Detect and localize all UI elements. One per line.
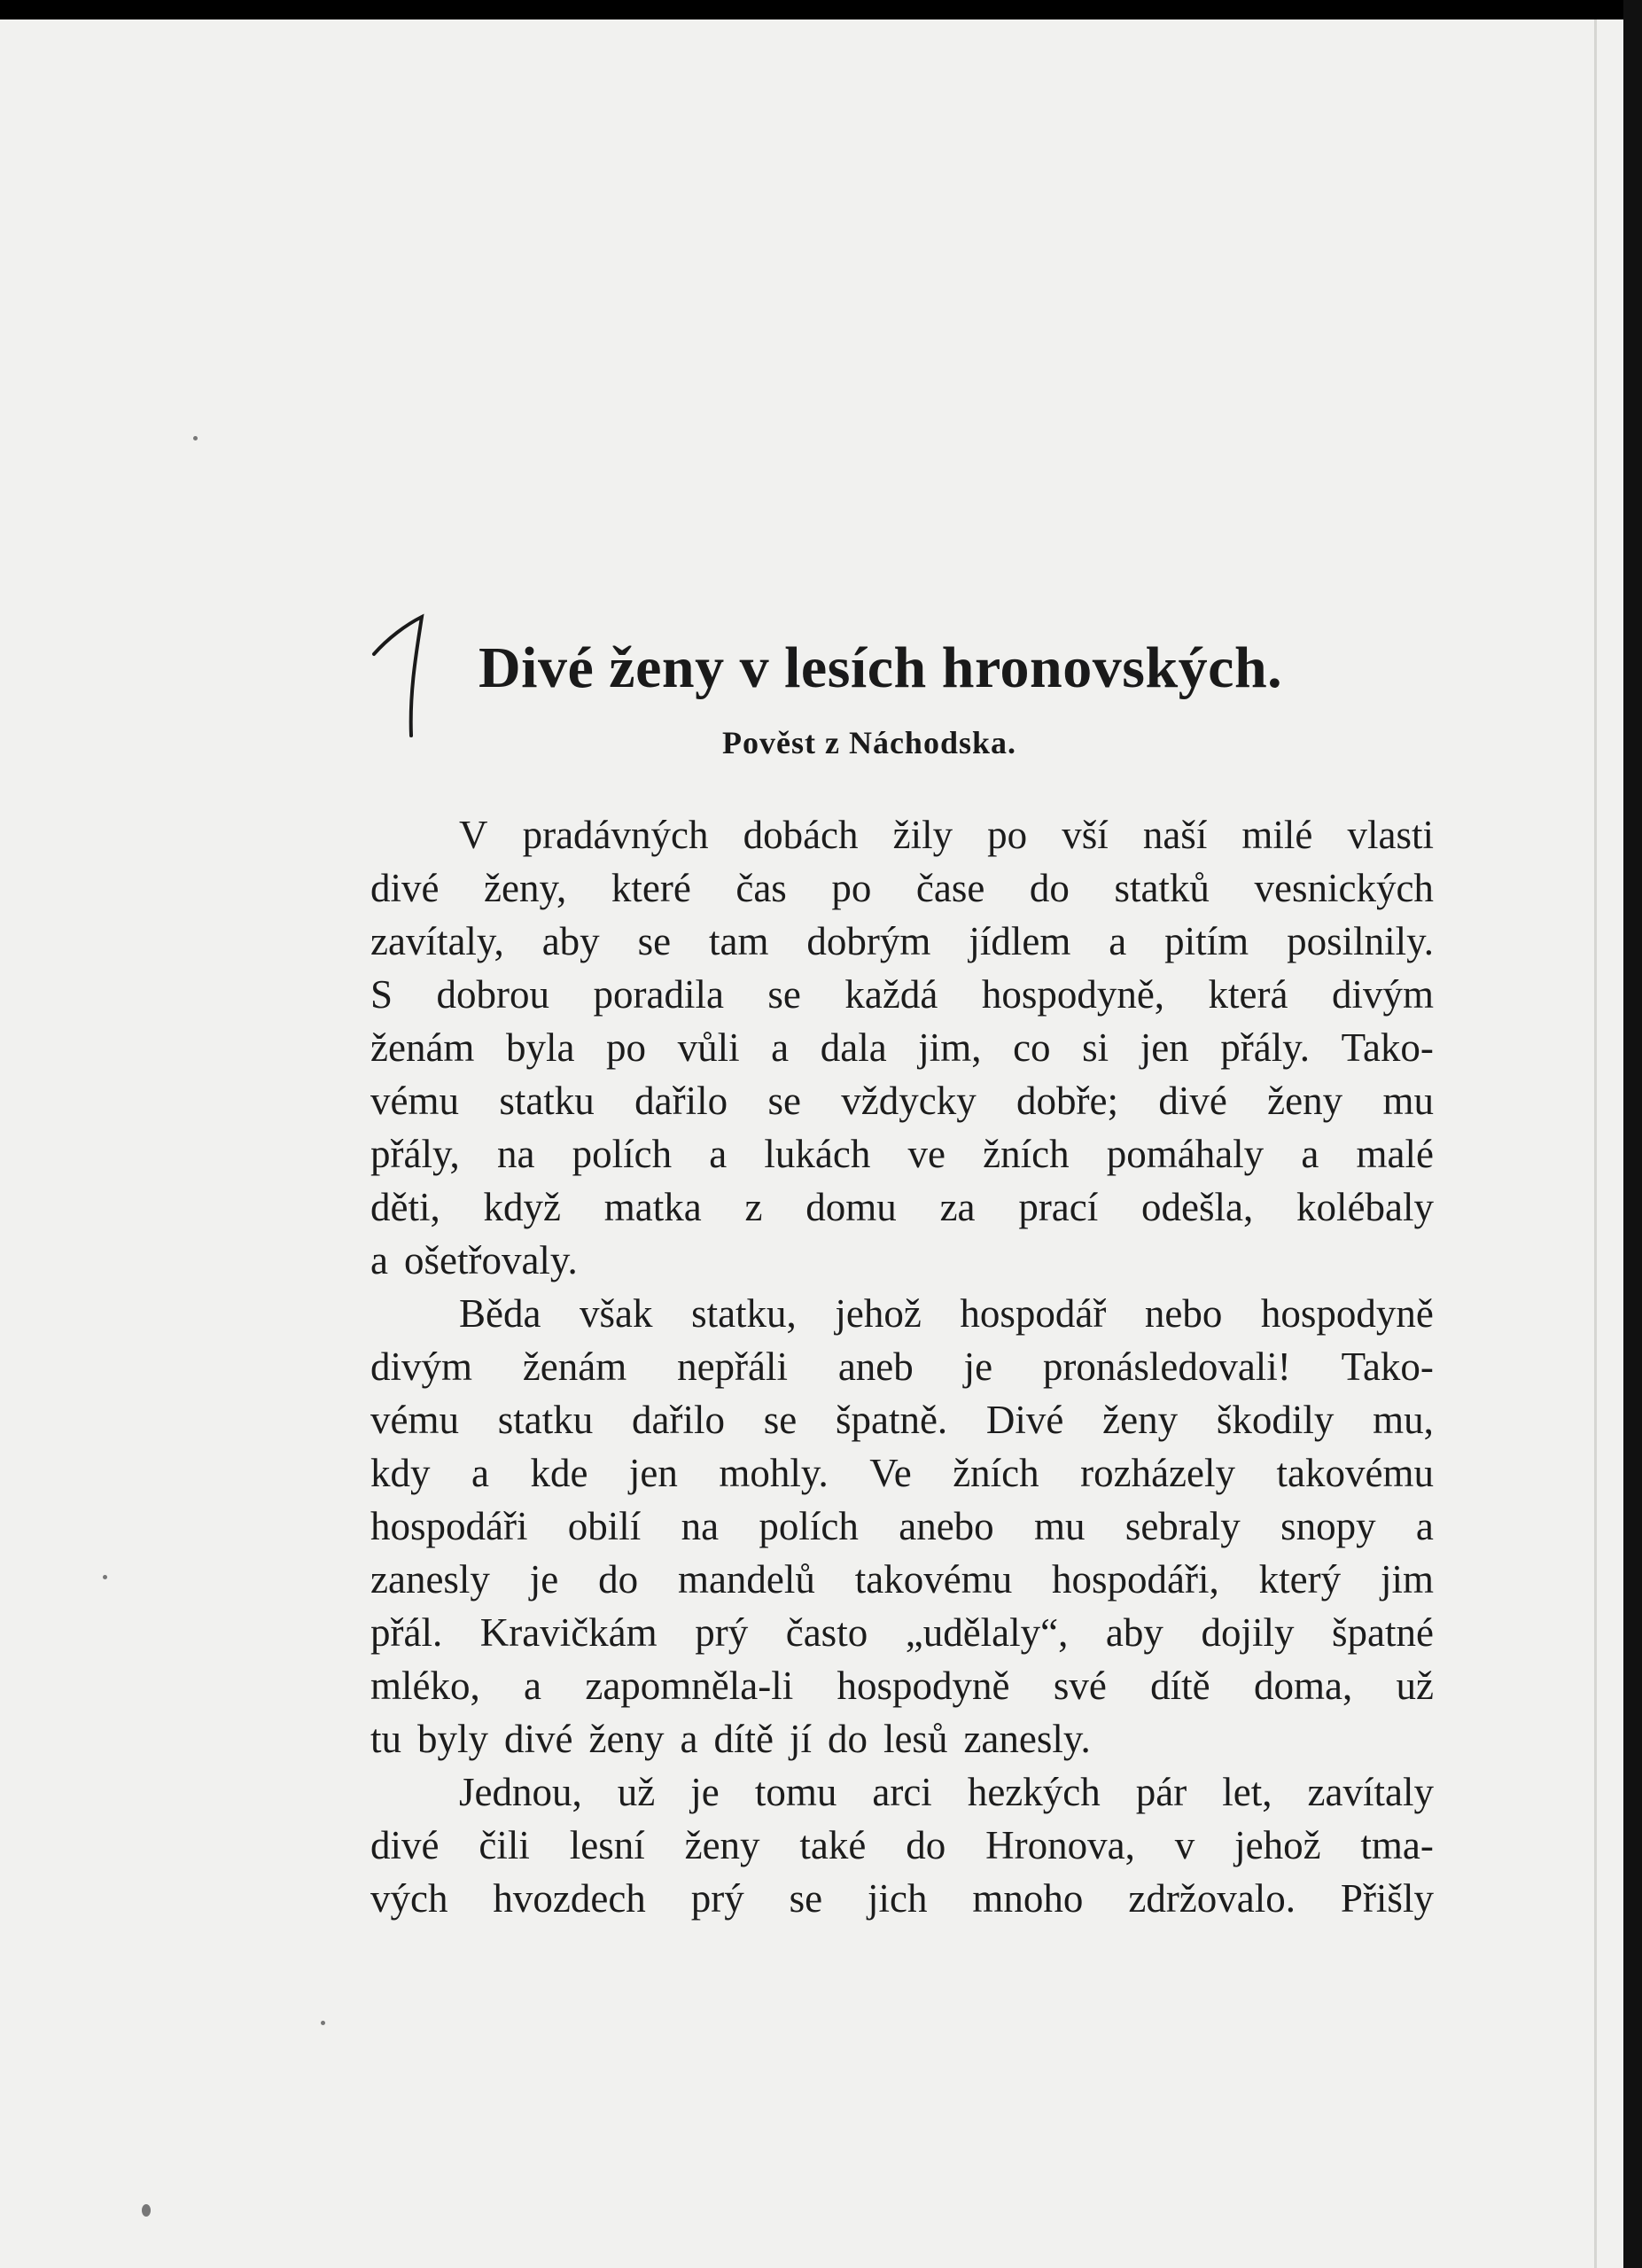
word: a [524, 1664, 542, 1708]
word: na [496, 1132, 535, 1176]
word: děti, [370, 1185, 440, 1229]
word: jídlem [969, 919, 1071, 963]
word: a [370, 1238, 388, 1282]
word: do [906, 1823, 946, 1867]
word: čili [479, 1823, 530, 1867]
word: statků [1114, 866, 1210, 910]
word: mléko, [370, 1664, 480, 1708]
word: ženy, [484, 866, 567, 910]
word: po [831, 866, 872, 910]
word: Jednou, [459, 1770, 582, 1814]
word: přály, [370, 1132, 460, 1176]
word: arci [872, 1770, 932, 1814]
word: prací [1018, 1185, 1099, 1229]
word: žily [892, 813, 953, 857]
word: „udělaly“, [905, 1610, 1069, 1655]
word: čas [735, 866, 787, 910]
word: Divé [985, 1398, 1064, 1442]
word: lesní [569, 1823, 645, 1867]
text-line [370, 1393, 1434, 1446]
word: rozházely [1080, 1451, 1236, 1495]
word: je [963, 1344, 993, 1389]
word: dítě [1150, 1664, 1210, 1708]
page-title: Divé ženy v lesích hronovských. [479, 635, 1283, 700]
word: si [1082, 1025, 1109, 1070]
word: ženám [370, 1025, 475, 1070]
word: ženy [1102, 1398, 1179, 1442]
word: ženy [684, 1823, 760, 1867]
word: ženy [1267, 1079, 1343, 1123]
word: prý [695, 1610, 749, 1655]
word: které [611, 866, 691, 910]
word: Tako- [1341, 1025, 1434, 1070]
page-subtitle: Pověst z Náchodska. [722, 725, 1016, 760]
word: vému [370, 1079, 459, 1123]
body-text [370, 808, 1434, 1925]
word: jí [789, 1717, 812, 1761]
word: domu [805, 1185, 897, 1229]
word: je [529, 1557, 559, 1602]
word: anebo [899, 1504, 994, 1548]
word: aby [1105, 1610, 1163, 1655]
word: dobrou [436, 972, 550, 1017]
word: a [771, 1025, 790, 1070]
paper-speck [103, 1575, 107, 1579]
word: Tako- [1341, 1344, 1434, 1389]
word: zdržovalo. [1128, 1876, 1296, 1921]
word: nebo [1144, 1291, 1223, 1336]
word: často [785, 1610, 868, 1655]
word: pomáhaly [1106, 1132, 1265, 1176]
word: divé [504, 1717, 573, 1761]
word: a [1415, 1504, 1434, 1548]
word: po [987, 813, 1028, 857]
text-line [370, 1712, 1434, 1765]
word: milé [1241, 813, 1313, 857]
text-line [370, 1819, 1434, 1872]
word: nepřáli [677, 1344, 788, 1389]
word: dařilo [634, 1079, 728, 1123]
book-edge [1623, 0, 1642, 2268]
word: mu [1382, 1079, 1434, 1123]
word: zanesly. [963, 1717, 1091, 1761]
text-line [370, 1500, 1434, 1553]
word: ženám [522, 1344, 627, 1389]
word: čase [915, 866, 985, 910]
word: jehož [835, 1291, 922, 1336]
word: mandelů [677, 1557, 815, 1602]
word: hospodář [960, 1291, 1107, 1336]
word: hospodyně [837, 1664, 1010, 1708]
word: už [617, 1770, 656, 1814]
word: se [789, 1876, 823, 1921]
text-line [370, 1074, 1434, 1127]
word: a [709, 1132, 728, 1176]
word: divým [1331, 972, 1434, 1017]
word: co [1013, 1025, 1051, 1070]
text-line [370, 1181, 1434, 1234]
word: za [939, 1185, 976, 1229]
word: dítě [713, 1717, 774, 1761]
text-line [370, 808, 1434, 861]
word: jen [628, 1451, 678, 1495]
word: zanesly [370, 1557, 490, 1602]
word: ve [907, 1132, 946, 1176]
word: jehož [1234, 1823, 1321, 1867]
word: kolébaly [1296, 1185, 1434, 1229]
word: z [744, 1185, 763, 1229]
text-line [370, 1446, 1434, 1500]
word: dařilo [631, 1398, 725, 1442]
word: jich [868, 1876, 928, 1921]
word: tu [370, 1717, 402, 1761]
word: se [767, 972, 801, 1017]
word: špatně. [835, 1398, 948, 1442]
word: let, [1222, 1770, 1272, 1814]
word: jen [1140, 1025, 1189, 1070]
word: zavítaly, [370, 919, 504, 963]
word: kde [530, 1451, 588, 1495]
word: se [767, 1079, 801, 1123]
word: žních [953, 1451, 1039, 1495]
word: ošetřovaly. [403, 1238, 578, 1282]
word: jim [1380, 1557, 1434, 1602]
paper-speck [142, 2204, 151, 2217]
word: hospodyně [1260, 1291, 1434, 1336]
word: V [459, 813, 488, 857]
word: vých [370, 1876, 448, 1921]
word: do [598, 1557, 639, 1602]
word: také [799, 1823, 867, 1867]
word: snopy [1280, 1504, 1376, 1548]
text-line [370, 1021, 1434, 1074]
word: Kravičkám [479, 1610, 658, 1655]
word: škodily [1216, 1398, 1335, 1442]
word: vému [370, 1398, 459, 1442]
text-line [370, 1553, 1434, 1606]
word: už [1396, 1664, 1434, 1708]
text-line [370, 1287, 1434, 1340]
text-line [370, 1659, 1434, 1712]
word: mnoho [972, 1876, 1084, 1921]
word: Hronova, [985, 1823, 1135, 1867]
word: a [1301, 1132, 1319, 1176]
text-line [370, 915, 1434, 968]
word: však [580, 1291, 653, 1336]
word: posilnily. [1287, 919, 1434, 963]
word: dobách [743, 813, 859, 857]
word: přály. [1220, 1025, 1311, 1070]
word: poradila [593, 972, 724, 1017]
text-line [370, 1606, 1434, 1659]
word: obilí [567, 1504, 642, 1548]
word: naší [1142, 813, 1208, 857]
word: pradávných [522, 813, 709, 857]
word: odešla, [1141, 1185, 1254, 1229]
word: a [471, 1451, 489, 1495]
word: matka [603, 1185, 702, 1229]
word: Ve [869, 1451, 912, 1495]
word: Přišly [1340, 1876, 1434, 1921]
word: mu [1033, 1504, 1086, 1548]
word: když [483, 1185, 561, 1229]
word: byly [417, 1717, 489, 1761]
text-line [370, 1127, 1434, 1181]
page-fold-shadow [1594, 19, 1597, 2268]
word: zavítaly [1307, 1770, 1434, 1814]
word: lukách [764, 1132, 871, 1176]
word: žních [983, 1132, 1070, 1176]
word: se [763, 1398, 798, 1442]
word: pronásledovali! [1042, 1344, 1291, 1389]
word: vesnických [1254, 866, 1434, 910]
word: divé [370, 866, 440, 910]
word: dobře; [1016, 1079, 1119, 1123]
word: vůli [677, 1025, 740, 1070]
word: mu, [1373, 1398, 1434, 1442]
word: aneb [837, 1344, 914, 1389]
word: přál. [370, 1610, 443, 1655]
word: hospodáři, [1052, 1557, 1219, 1602]
word: statku, [691, 1291, 797, 1336]
word: špatné [1331, 1610, 1434, 1655]
word: dojily [1201, 1610, 1295, 1655]
word: takovému [1276, 1451, 1434, 1495]
word: kdy [370, 1451, 431, 1495]
word: prý [690, 1876, 744, 1921]
word: se [637, 919, 672, 963]
word: dala [820, 1025, 887, 1070]
word: S [370, 972, 393, 1017]
paper-speck [321, 2021, 325, 2025]
word: do [1029, 866, 1070, 910]
word: statku [497, 1398, 594, 1442]
word: Běda [459, 1291, 541, 1336]
word: tma- [1360, 1823, 1434, 1867]
word: sebraly [1124, 1504, 1241, 1548]
word: každá [844, 972, 938, 1017]
handwritten-page-number [370, 612, 441, 744]
word: hvozdech [493, 1876, 646, 1921]
word: který [1258, 1557, 1342, 1602]
word: své [1053, 1664, 1107, 1708]
word: je [690, 1770, 720, 1814]
word: tam [709, 919, 769, 963]
text-line [370, 1765, 1434, 1819]
word: tomu [754, 1770, 837, 1814]
text-line [370, 968, 1434, 1021]
word: která [1208, 972, 1288, 1017]
word: hospodáři [370, 1504, 528, 1548]
word: hezkých [967, 1770, 1101, 1814]
word: statku [499, 1079, 595, 1123]
word: vší [1062, 813, 1109, 857]
word: divým [370, 1344, 473, 1389]
word: zapomněla-li [585, 1664, 794, 1708]
text-line [370, 1340, 1434, 1393]
word: v [1174, 1823, 1195, 1867]
word: pár [1135, 1770, 1187, 1814]
word: na [681, 1504, 720, 1548]
word: divé [1158, 1079, 1227, 1123]
word: polích [572, 1132, 673, 1176]
word: polích [759, 1504, 859, 1548]
word: malé [1356, 1132, 1434, 1176]
word: doma, [1253, 1664, 1353, 1708]
word: ženy [588, 1717, 665, 1761]
word: dobrým [806, 919, 931, 963]
word: hospodyně, [981, 972, 1165, 1017]
word: divé [370, 1823, 440, 1867]
word: takovému [854, 1557, 1013, 1602]
word: po [606, 1025, 647, 1070]
text-line [370, 1872, 1434, 1925]
word: byla [505, 1025, 575, 1070]
word: aby [541, 919, 600, 963]
text-line [370, 861, 1434, 915]
text-line [370, 1234, 1434, 1287]
word: a [680, 1717, 698, 1761]
word: pitím [1164, 919, 1249, 963]
word: vlasti [1347, 813, 1434, 857]
book-page [0, 19, 1623, 2268]
word: a [1109, 919, 1127, 963]
word: do [827, 1717, 868, 1761]
paper-speck [193, 436, 198, 440]
word: vždycky [841, 1079, 977, 1123]
word: mohly. [719, 1451, 829, 1495]
word: lesů [883, 1717, 948, 1761]
word: jim, [918, 1025, 982, 1070]
